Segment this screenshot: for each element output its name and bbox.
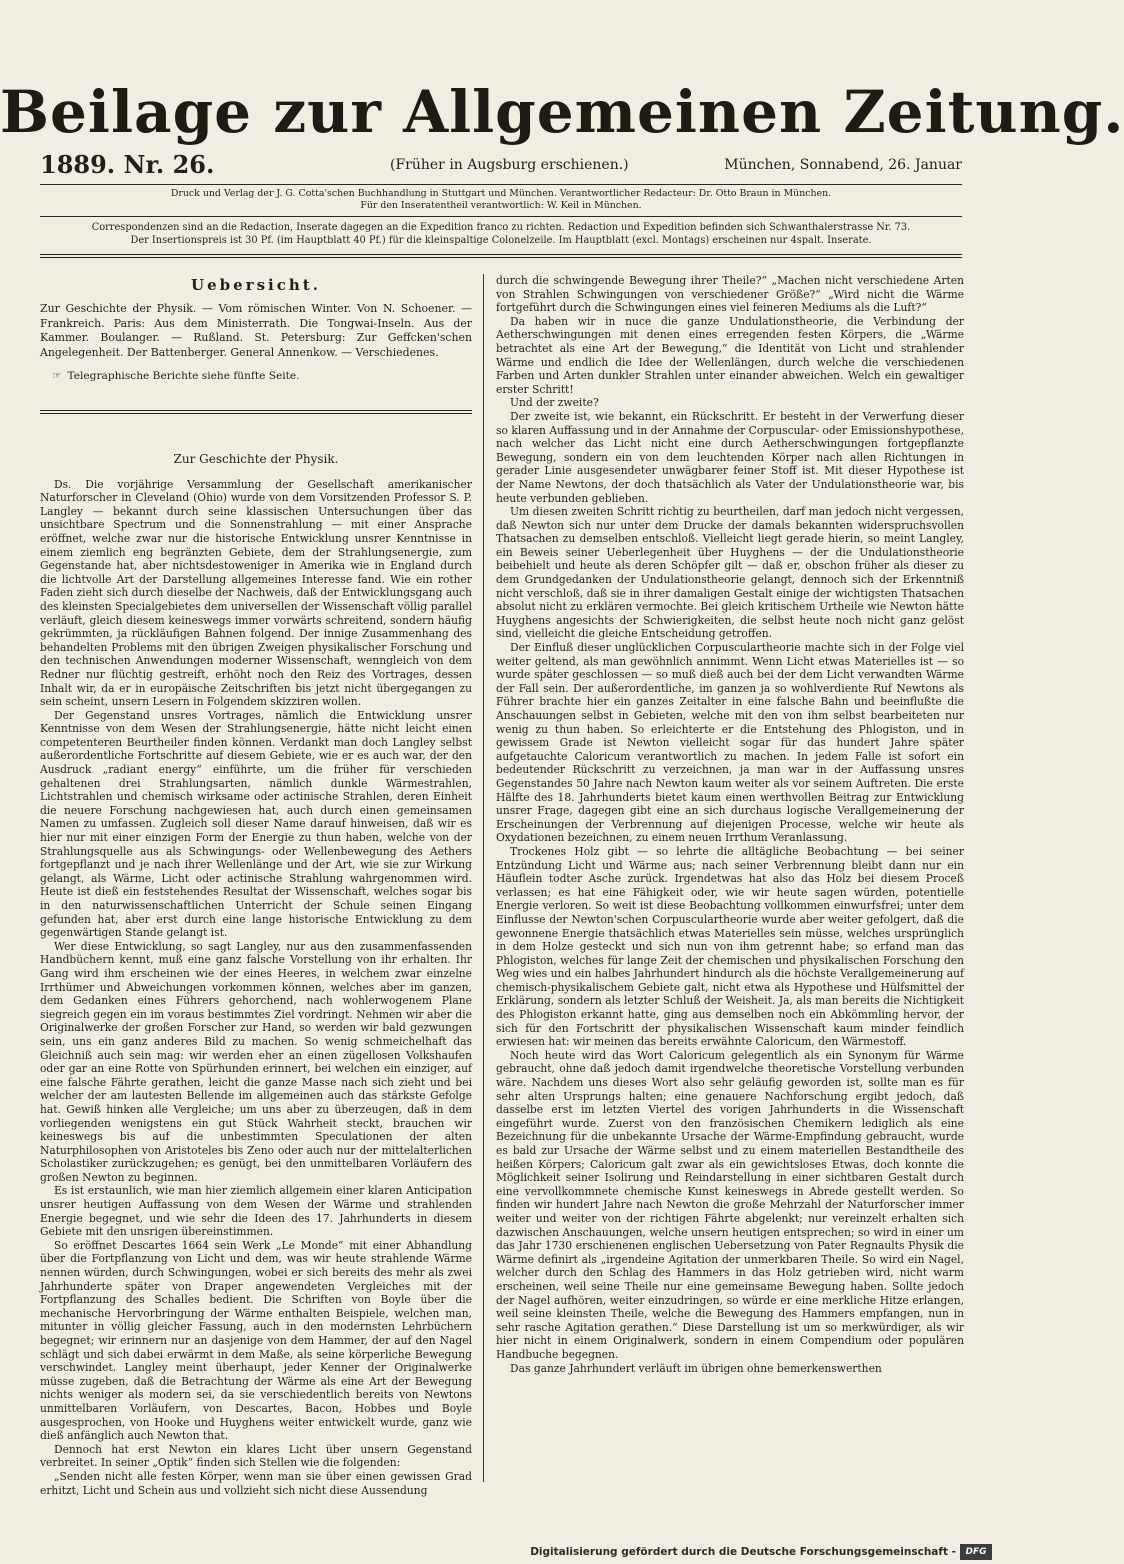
article-paragraph: Ds. Die vorjährige Versammlung der Gesellschaft amerikanischer Naturforscher in Cleveland (Ohio) wurde von dem Vorsitzenden Professor S. P. Langley — bekannt durch seine klassischen Untersuchungen über das unsichtbare Spectrum und die Sonnenstrahlung — mit einer Ansprache eröffnet, welche zwar nur die historische Entwicklung unsrer Kenntnisse in einem ziemlich eng begränzten Gebiete, dem der Strahlungsenergie, zum Gegenstande hat, aber nichtsdestoweniger in Amerika wie in England durch die lichtvolle Art der Darstellung allgemeines Interesse fand. Wie ein rother Faden zieht sich durch dieselbe der Nachweis, daß der Entwicklungsgang auch des kleinsten Specialgebietes dem universellen der Wissenschaft völlig parallel verläuft, gleich diesem keineswegs immer vorwärts schreitend, sondern häufig gekrümmten, ja rückläufigen Bahnen folgend. Der innige Zusammenhang des behandelten Problems mit den übrigen Zweigen physikalischer Forschung und den technischen Anwendungen moderner Wissenschaft, wenngleich von dem Redner nur flüchtig gestreift, erhöht noch den Reiz des Vortrages, dessen Inhalt wir, da er in europäische Zeitschriften bis jetzt nicht übergegangen zu sein scheint, unsern Lesern in Folgendem skizziren wollen. <box>40 477 472 709</box>
overview-text: Zur Geschichte der Physik. — Vom römischen Winter. Von N. Schoener. — Frankreich. Paris: Aus dem Ministerrath. Die Tongwai-Inseln. Aus der Kammer. Boulanger. — Rußland. St. Petersburg: Zur Geffcken'schen Angelegenheit. Der Battenberger. General Annenkow. — Verschiedenes. <box>40 302 472 359</box>
section-separator <box>40 410 472 411</box>
masthead-title: Beilage zur Allgemeinen Zeitung. <box>0 78 1124 146</box>
article-paragraph: Und der zweite? <box>510 396 599 410</box>
telegraph-note <box>52 370 472 384</box>
dfg-logo[interactable]: DFG <box>960 1544 992 1560</box>
article-paragraph: So eröffnet Descartes 1664 sein Werk „Le Monde“ mit einer Abhandlung über die Fortpflanzung von Licht und dem, was wir heute strahlende Wärme nennen würden, durch Schwingungen, wobei er sich bereits des mehr als zwei Jahrhunderte später von Draper angewendeten Vergleiches mit der Fortpflanzung des Schalles bedient. Die Schriften von Boyle über die mechanische Hervorbringung der Wärme enthalten Beispiele, welchen man, mitunter in völlig gleicher Fassung, auch in den modernsten Lehrbüchern begegnet; wir erinnern nur an dasjenige von dem Hammer, der auf den Nagel schlägt und sich dabei erwärmt in dem Maße, als seine körperliche Bewegung verschwindet. Langley meint überhaupt, jeder Kenner der Originalwerke müsse zugeben, daß die Betrachtung der Wärme als eine Art der Bewegung nichts weniger als modern sei, da sie verschiedentlich bereits von Newtons unmittelbaren Vorläufern, von Descartes, Bacon, Hobbes und Boyle ausgesprochen, von Hooke und Huyghens weiter entwickelt wurde, ganz wie dieß anfänglich auch Newton that. <box>40 1238 472 1443</box>
article-paragraph: Um diesen zweiten Schritt richtig zu beurtheilen, darf man jedoch nicht vergessen, daß Newton sich nur unter dem Drucke der damals bekannten widerspruchsvollen Thatsachen zu demselben entschloß. Vielleicht liegt gerade hierin, so meint Langley, ein Beweis seiner Ueberlegenheit über Huyghens — der die Undulationstheorie beibehielt und heute als deren Schöpfer gilt — daß er, obschon früher als dieser zu dem Grundgedanken der Undulationstheorie gelangt, dennoch sich der Erkenntniß nicht verschloß, daß sie in ihrer damaligen Gestalt einige der wichtigsten Thatsachen absolut nicht zu erklären vermochte. Bei gleich kritischem Urtheile wie Newton hätte Huyghens angesichts der Schwierigkeiten, die selbst heute noch nicht ganz gelöst sind, vielleicht die gleiche Entscheidung getroffen. <box>496 505 964 641</box>
rule-middle <box>40 216 962 217</box>
issue-number: 1889. Nr. 26. <box>40 150 215 179</box>
notice-line-1: Correspondenzen sind an die Redaction, Inserate dagegen an die Expedition franco zu richten. Redaction und Expedition befinden sich Schwanthalerstrasse Nr. 73. <box>91 222 911 233</box>
article-paragraph: Das ganze Jahrhundert verläuft im übrigen ohne bemerkenswerthen <box>510 1361 882 1375</box>
column-divider <box>483 274 484 1482</box>
telegraph-text: Telegraphische Berichte siehe fünfte Seite. <box>67 370 300 382</box>
article-paragraph: „Senden nicht alle festen Körper, wenn man sie über einen gewissen Grad erhitzt, Licht und Schein aus und vollzieht sich nicht diese Aussendung <box>40 1469 472 1497</box>
article-paragraph: Der Gegenstand unsres Vortrages, nämlich die Entwicklung unsrer Kenntnisse von dem Wesen der Strahlungsenergie, hätte nicht leicht einen competenteren Beurtheiler finden können. Verdankt man doch Langley selbst außerordentliche Fortschritte auf diesem Gebiete, wie er es auch war, der den Ausdruck „radiant energy“ einführte, um die früher für verschieden gehaltenen drei Strahlungsarten, nämlich dunkle Wärmestrahlen, Lichtstrahlen und chemisch wirksame oder actinische Strahlen, deren Einheit die neuere Forschung nachgewiesen hat, auch durch einen gemeinsamen Namen zu umfassen. Zugleich soll dieser Name darauf hinweisen, daß wir es hier nur mit einer einzigen Form der Energie zu thun haben, welche von der Strahlungsquelle aus als Schwingungs- oder Wellenbewegung des Aethers fortgepflanzt und je nach ihrer Wellenlänge und der Art, wie sie zur Wirkung gelangt, als Wärme, Licht oder actinische Strahlung wahrgenommen wird. Heute ist dieß ein feststehendes Resultat der Wissenschaft, welches sogar bis in den naturwissenschaftlichen Unterricht der Schule seinen Eingang gefunden hat, aber erst durch eine lange historische Entwicklung zu dem gegenwärtigen Stande gelangt ist. <box>40 708 472 940</box>
article-paragraph: Wer diese Entwicklung, so sagt Langley, nur aus den zusammenfassenden Handbüchern kennt, muß eine ganz falsche Vorstellung von ihr erhalten. Ihr Gang wird ihm erscheinen wie der eines Heeres, in welchem zwar einzelne Irrthümer und Abweichungen vorkommen können, welches aber im ganzen, dem Gedanken eines Führers gehorchend, nach wohlerwogenem Plane siegreich gegen ein im voraus bestimmtes Ziel vordringt. Nehmen wir aber die Originalwerke der großen Forscher zur Hand, so werden wir bald gezwungen sein, uns ein ganz anderes Bild zu machen. So wenig schmeichelhaft das Gleichniß auch sein mag: wir werden eher an einen zügellosen Volkshaufen oder gar an eine Rotte von Spürhunden erinnert, bei welchen ein einziger, auf eine falsche Fährte gerathen, leicht die ganze Masse nach sich zieht und bei welcher der am lautesten Bellende im allgemeinen auch das stärkste Gefolge hat. Gewiß hinken alle Vergleiche; um uns aber zu überzeugen, daß in dem vorliegenden wenigstens ein gut Stück Wahrheit steckt, brauchen wir keineswegs bis auf die unbestimmten Speculationen der alten Naturphilosophen von Aristoteles bis Zeno oder auch nur der mittelalterlichen Scholastiker zurückzugehen; es genügt, bei den unmittelbaren Vorläufern des großen Newton zu beginnen. <box>40 939 472 1184</box>
overview-heading: Uebersicht. <box>191 276 321 294</box>
left-column <box>40 274 472 1497</box>
right-column <box>496 274 964 1484</box>
digitization-credit: Digitalisierung gefördert durch die Deutsche Forschungsgemeinschaft - <box>530 1546 956 1558</box>
article-paragraph: Der Einfluß dieser unglücklichen Corpusculartheorie machte sich in der Folge viel weiter geltend, als man gewöhnlich annimmt. Wenn Licht etwas Materielles ist — so wurde später geschlossen — so muß dieß auch bei der dem Licht verwandten Wärme der Fall sein. Der außerordentliche, im ganzen ja so wohlverdiente Ruf Newtons als Führer brachte hier ein ganzes Zeitalter in eine falsche Bahn und beeinflußte die Anschauungen selbst in Gebieten, welche mit den von ihm selbst bearbeiteten nur wenig zu thun haben. So erleichterte er die Entstehung des Phlogiston, und in gewissem Grade ist Newton vielleicht sogar für das hundert Jahre später aufgetauchte Caloricum verantwortlich zu machen. In jedem Falle ist sofort ein bedeutender Rückschritt zu verzeichnen, ja man war in der Auffassung unsres Gegenstandes 50 Jahre nach Newton kaum weiter als vor seinem Auftreten. Die erste Hälfte des 18. Jahrhunderts bietet kaum einen werthvollen Beitrag zur Entwicklung unsrer Frage, dagegen gibt eine an sich durchaus logische Verallgemeinerung der Erscheinungen der Verbrennung auf diejenigen Processe, welche wir heute als Oxydationen bezeichnen, zu einem neuen Irrthum Veranlassung. <box>496 641 964 845</box>
pointing-hand-icon: ☞ <box>52 370 62 382</box>
article-paragraph: Da haben wir in nuce die ganze Undulationstheorie, die Verbindung der Aetherschwingungen mit denen eines erregenden festen Körpers, die „Wärme betrachtet als eine Art der Bewegung,“ die Identität von Licht und strahlender Wärme und endlich die Idee der Wellenlängen, durch welche die verschiedenen Farben und Arten dunkler Strahlen unter einander abweichen. Welch ein gewaltiger erster Schritt! <box>496 314 964 396</box>
notice-line-2: Der Insertionspreis ist 30 Pf. (im Hauptblatt 40 Pf.) für die kleinspaltige Colonelzeile. Im Hauptblatt (excl. Montags) erscheinen nur 4spalt. Inserate. <box>130 235 872 246</box>
article-paragraph: Trockenes Holz gibt — so lehrte die alltägliche Beobachtung — bei seiner Entzündung Licht und Wärme aus; nach seiner Verbrennung bleibt dann nur ein Häuflein todter Asche zurück. Irgendetwas hat also das Holz bei diesem Proceß verlassen; es hat eine Fähigkeit oder, wie wir heute sagen würden, potentielle Energie verloren. So weit ist diese Beobachtung vollkommen einwurfsfrei; unter dem Einflusse der Newton'schen Corpusculartheorie wurde aber weiter gefolgert, daß die gewonnene Energie thatsächlich etwas Materielles sein müsse, welches ursprünglich in dem Holze gesteckt und sich nun von ihm getrennt habe; so erfand man das Phlogiston, welches für lange Zeit der chemischen und physikalischen Forschung den Weg wies und ein halbes Jahrhundert hindurch als die höchste Verallgemeinerung auf chemisch-physikalischem Gebiete galt, nicht etwa als Hypothese und Hülfsmittel der Erklärung, sondern als letzter Schluß der Weisheit. Ja, als man bereits die Nichtigkeit des Phlogiston erkannt hatte, ging aus demselben noch ein Abkömmling hervor, der sich für den Fortschritt der physikalischen Wissenschaft kaum minder feindlich erwiesen hat: wir meinen das bereits erwähnte Caloricum, den Wärmestoff. <box>496 844 964 1049</box>
rule-header-bottom-double <box>40 257 962 258</box>
article-heading: Zur Geschichte der Physik. <box>173 451 339 466</box>
article-paragraph: Der zweite ist, wie bekannt, ein Rückschritt. Er besteht in der Verwerfung dieser so klaren Auffassung und in der Annahme der Corpuscular- oder Emissionshypothese, nach welcher das Licht nicht eine durch Aetherschwingungen fortgepflanzte Bewegung, sondern ein von dem leuchtenden Körper nach allen Richtungen in gerader Linie ausgesendeter unwägbarer feiner Stoff ist. Mit dieser Hypothese ist der Name Newtons, der doch thatsächlich als Vater der Undulationstheorie war, bis heute verbunden geblieben. <box>496 409 964 505</box>
dateline <box>40 150 962 180</box>
article-paragraph: Es ist erstaunlich, wie man hier ziemlich allgemein einer klaren Anticipation unsrer heutigen Auffassung von dem Wesen der Wärme und strahlenden Energie begegnet, und wie sehr die Ideen des 17. Jahrhunderts in diesem Gebiete mit den unsrigen übereinstimmen. <box>40 1184 472 1239</box>
rule-header-bottom <box>40 254 962 255</box>
imprint-line-1: Druck und Verlag der J. G. Cotta'schen Buchhandlung in Stuttgart und München. Verantwortlicher Redacteur: Dr. Otto Braun in München. <box>170 188 832 199</box>
place-and-date: München, Sonnabend, 26. Januar <box>724 157 962 173</box>
digitization-footer <box>0 1542 1000 1564</box>
rule-top <box>40 184 962 185</box>
article-paragraph: durch die schwingende Bewegung ihrer Theile?“ „Machen nicht verschiedene Arten von Strahlen Schwingungen von verschiedener Größe?“ „Wird nicht die Wärme fortgeführt durch die Schwingungen eines viel feineren Mediums als die Luft?“ <box>496 274 964 315</box>
article-paragraph: Dennoch hat erst Newton ein klares Licht über unsern Gegenstand verbreitet. In seiner „Optik“ finden sich Stellen wie die folgenden: <box>40 1442 472 1470</box>
former-place-note: (Früher in Augsburg erschienen.) <box>390 157 629 173</box>
imprint-line-2: Für den Inseratentheil verantwortlich: W. Keil in München. <box>360 200 642 211</box>
article-paragraph: Noch heute wird das Wort Caloricum gelegentlich als ein Synonym für Wärme gebraucht, ohne daß jedoch damit irgendwelche theoretische Vorstellung verbunden wäre. Nachdem uns dieses Wort also sehr geläufig geworden ist, sollte man es für sehr alten Ursprungs halten; eine genauere Nachforschung ergibt jedoch, daß dasselbe erst im letzten Viertel des vorigen Jahrhunderts in die Wissenschaft eingeführt wurde. Zuerst von den französischen Chemikern lediglich als eine Bezeichnung für die unbekannte Ursache der Wärme-Empfindung gebraucht, wurde es bald zur Ursache der Wärme selbst und zu einem materiellen Bestandtheile des heißen Körpers; Caloricum galt zwar als ein gewichtsloses Etwas, doch konnte die Möglichkeit seiner Isolirung und Reindarstellung in einer sichtbaren Gestalt durch eine vervollkommnete chemische Kunst keineswegs in Abrede gestellt werden. So finden wir hundert Jahre nach Newton die große Mehrzahl der Naturforscher immer weiter und weiter von der richtigen Fährte abgelenkt; nur vereinzelt erhalten sich dazwischen Anschauungen, welche unsern heutigen entsprechen; so wird in einer um das Jahr 1730 erschienenen englischen Uebersetzung von Pater Regnaults Physik die Wärme definirt als „irgendeine Agitation der unmerkbaren Theile. So wird ein Nagel, welcher durch den Schlag des Hammers in das Holz getrieben wird, nicht warm erscheinen, weil seine Theile nur eine gemeinsame Bewegung haben. Sollte jedoch der Nagel aufhören, weiter einzudringen, so würde er eine merkliche Hitze erlangen, weil seine kleinsten Theile, welche die Bewegung des Hammers empfangen, nun in sehr rasche Agitation gerathen.“ Diese Darstellung ist um so merkwürdiger, als wir hier nicht in einem Originalwerk, sondern in einem Compendium oder populären Handbuche begegnen. <box>496 1048 964 1361</box>
section-separator-double <box>40 413 472 414</box>
